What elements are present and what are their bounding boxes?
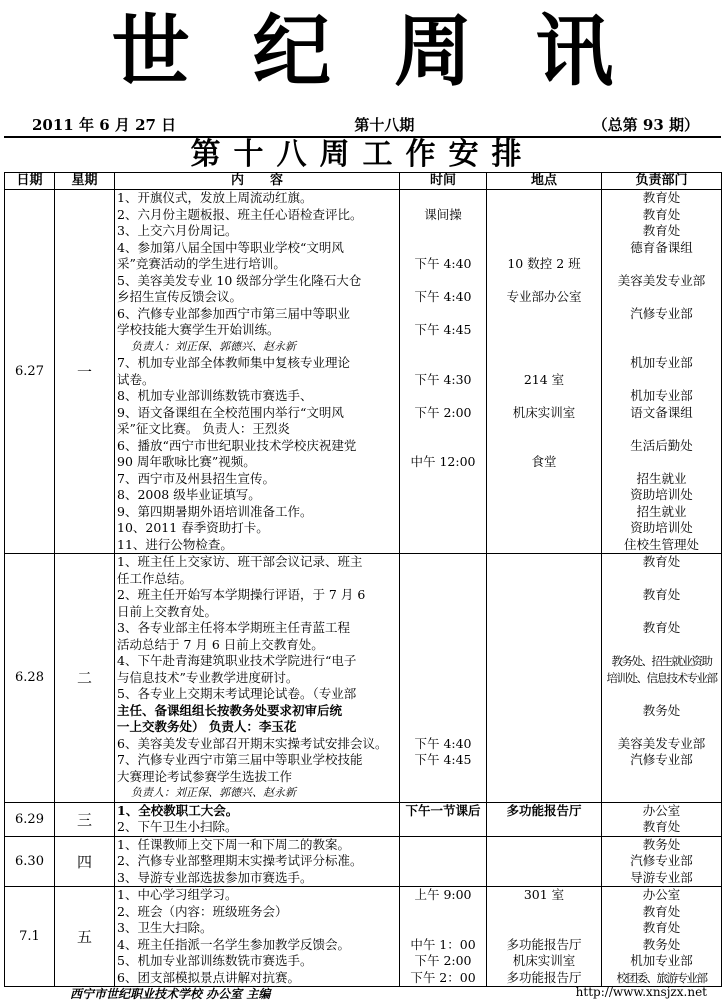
content-cell-line: 2、汽修专业部整理期末实操考试评分标准。 bbox=[117, 853, 363, 868]
dept-cell-line: 资助培训处 bbox=[630, 520, 693, 535]
place-cell-line bbox=[489, 920, 599, 937]
content-cell-line: 5、机加专业部训练数铣市赛选手。 bbox=[117, 953, 313, 968]
dept-cell-line: 德育备课组 bbox=[630, 239, 693, 255]
time-cell-line bbox=[402, 537, 484, 554]
time-cell-line bbox=[402, 604, 484, 621]
masthead bbox=[0, 4, 725, 100]
place-cell-line bbox=[489, 537, 599, 554]
footer-url: http://www.xnsjzx.net bbox=[575, 985, 707, 999]
row-date: 6.27 bbox=[5, 190, 55, 554]
issue-date: 2011 年 6 月 27 日 bbox=[32, 116, 177, 134]
place-cell-line: 食堂 bbox=[531, 454, 557, 469]
dept-cell-line bbox=[604, 769, 719, 786]
content-cell-line: 7、西宁市及州县招生宣传。 bbox=[117, 470, 275, 486]
dept-cell-line bbox=[604, 571, 719, 588]
time-cell-line bbox=[402, 703, 484, 720]
dept-cell-line bbox=[604, 256, 719, 273]
time-cell-line bbox=[402, 653, 484, 670]
place-cell-line: 多功能报告厅 bbox=[506, 936, 582, 952]
dept-cell-line: 汽修专业部 bbox=[630, 305, 693, 321]
header-time: 时间 bbox=[400, 173, 487, 190]
place-cell-line bbox=[489, 223, 599, 240]
place-cell-line bbox=[489, 421, 599, 438]
time-cell-line: 下午一节课后 bbox=[405, 802, 481, 818]
dept-cell-line: 培训处、信息技术专业部 bbox=[606, 670, 717, 685]
place-cell-line: 多功能报告厅 bbox=[506, 802, 582, 818]
dept-cell-line: 住校生管理处 bbox=[623, 536, 699, 552]
row-date: 6.29 bbox=[5, 802, 55, 836]
time-cell-line: 下午 2：00 bbox=[410, 969, 476, 985]
header-content: 内 容 bbox=[115, 173, 400, 190]
place-cell-line bbox=[489, 703, 599, 720]
footer-publisher: 西宁市世纪职业技术学校 办公室 主编 bbox=[70, 987, 271, 1001]
content-cell-line: 采”竞赛活动的学生进行培训。 bbox=[117, 256, 286, 271]
page-title: 第十八周工作安排 bbox=[190, 137, 535, 172]
dept-cell-line: 校团委、旅游专业部 bbox=[616, 970, 707, 985]
dept-cell-line: 机加专业部 bbox=[630, 388, 693, 403]
content-cell-line: 与信息技术”专业教学进度研讨。 bbox=[117, 669, 299, 685]
time-cell-line bbox=[402, 273, 484, 290]
content-cell-line: 3、各专业部主任将本学期班主任青蓝工程 bbox=[117, 620, 350, 635]
dept-cell-line bbox=[604, 421, 719, 438]
dept-cell-line: 汽修专业部 bbox=[630, 853, 693, 868]
dept-cell-line: 美容美发专业部 bbox=[617, 272, 706, 288]
dept-cell-line bbox=[604, 604, 719, 621]
place-cell-line: 301 室 bbox=[523, 887, 565, 902]
place-cell-line bbox=[489, 355, 599, 372]
dept-cell-line: 教务处 bbox=[642, 836, 681, 852]
time-cell-line bbox=[402, 837, 484, 854]
time-cell-line: 下午 4:40 bbox=[414, 256, 472, 271]
place-cell-line bbox=[489, 207, 599, 224]
place-cell bbox=[487, 887, 602, 987]
content-cell-line: 2、六月份主题板报、班主任心语检查评比。 bbox=[117, 206, 363, 222]
dept-cell-line: 教育处 bbox=[642, 554, 681, 569]
time-cell-line bbox=[402, 388, 484, 405]
time-cell-line bbox=[402, 719, 484, 736]
place-cell-line bbox=[489, 388, 599, 405]
dept-cell-line: 机加专业部 bbox=[630, 355, 693, 370]
content-cell-line: 10、2011 春季资助打卡。 bbox=[117, 520, 269, 535]
schedule-body bbox=[5, 190, 722, 987]
dept-cell-line bbox=[604, 686, 719, 703]
header-day: 星期 bbox=[55, 173, 115, 190]
time-cell-line bbox=[402, 686, 484, 703]
place-cell-line bbox=[489, 637, 599, 654]
time-cell-line bbox=[402, 620, 484, 637]
dept-cell-line: 教务处、招生就业资助 bbox=[611, 654, 712, 668]
dept-cell-line: 美容美发专业部 bbox=[617, 735, 706, 751]
place-cell-line: 214 室 bbox=[523, 371, 565, 387]
header-dept: 负责部门 bbox=[602, 173, 722, 190]
content-cell-line: 3、上交六月份周记。 bbox=[117, 223, 238, 238]
table-row bbox=[5, 802, 722, 836]
content-cell-line: 90 周年歌咏比赛”视频。 bbox=[117, 454, 256, 469]
place-cell-line bbox=[489, 870, 599, 887]
content-cell-line: 5、美容美发专业 10 级部分学生化隆石大仓 bbox=[117, 272, 362, 288]
place-cell-line bbox=[489, 719, 599, 736]
table-row bbox=[5, 190, 722, 554]
dept-cell-line: 办公室 bbox=[642, 802, 681, 818]
time-cell-line bbox=[402, 853, 484, 870]
content-cell-line: 4、下午赴青海建筑职业技术学院进行“电子 bbox=[117, 653, 357, 668]
dept-cell-line bbox=[604, 719, 719, 736]
dept-cell-line bbox=[604, 322, 719, 339]
masthead-char: 世 bbox=[111, 6, 190, 97]
place-cell-line bbox=[489, 520, 599, 537]
time-cell-line bbox=[402, 520, 484, 537]
content-cell bbox=[115, 802, 400, 836]
dept-cell-line: 教务处 bbox=[642, 936, 681, 952]
content-cell-line: 活动总结于 7 月 6 日前上交教育处。 bbox=[117, 636, 324, 652]
time-cell-line: 中午 1：00 bbox=[410, 936, 476, 952]
place-cell-line bbox=[489, 686, 599, 703]
place-cell-line bbox=[489, 853, 599, 870]
table-row bbox=[5, 887, 722, 987]
dept-cell-line: 机加专业部 bbox=[630, 953, 693, 968]
content-cell-line: 试卷。 bbox=[117, 371, 155, 387]
time-cell-line bbox=[402, 670, 484, 687]
time-cell bbox=[400, 554, 487, 803]
content-cell-line: 6、汽修专业部参加西宁市第三届中等职业 bbox=[117, 305, 350, 321]
dept-cell-line: 汽修专业部 bbox=[630, 752, 693, 767]
place-cell-line bbox=[489, 554, 599, 571]
content-cell-line: 负责人：刘正保、郭德兴、赵永新 bbox=[131, 786, 296, 799]
dept-cell-line: 导游专业部 bbox=[630, 869, 693, 885]
header-date: 日期 bbox=[5, 173, 55, 190]
issue-week: 第十八期 bbox=[354, 116, 415, 134]
content-cell-line: 9、语文备课组在全校范围内举行“文明风 bbox=[117, 404, 344, 420]
time-cell-line bbox=[402, 471, 484, 488]
place-cell-line bbox=[489, 904, 599, 921]
time-cell-line: 下午 4:45 bbox=[414, 322, 472, 337]
time-cell bbox=[400, 190, 487, 554]
time-cell bbox=[400, 887, 487, 987]
time-cell-line bbox=[402, 240, 484, 257]
dept-cell-line bbox=[604, 339, 719, 356]
dept-cell-line: 教育处 bbox=[642, 920, 681, 935]
place-cell-line: 机床实训室 bbox=[512, 404, 576, 420]
place-cell-line bbox=[489, 769, 599, 786]
masthead-char: 讯 bbox=[535, 6, 614, 97]
dept-cell-line: 教育处 bbox=[642, 206, 681, 222]
dept-cell-line bbox=[604, 454, 719, 471]
place-cell-line bbox=[489, 785, 599, 802]
time-cell-line: 课间操 bbox=[424, 206, 462, 222]
dept-cell-line: 生活后勤处 bbox=[630, 437, 693, 453]
dept-cell bbox=[602, 836, 722, 887]
dept-cell-line: 教育处 bbox=[642, 620, 681, 635]
table-row bbox=[5, 554, 722, 803]
content-cell-line: 负责人：刘正保、郭德兴、赵永新 bbox=[131, 339, 296, 353]
place-cell-line bbox=[489, 306, 599, 323]
place-cell-line bbox=[489, 653, 599, 670]
time-cell-line: 上午 9:00 bbox=[414, 887, 472, 902]
content-cell-line: 1、开旗仪式，发放上周流动红旗。 bbox=[117, 190, 313, 205]
place-cell-line bbox=[489, 736, 599, 753]
row-day: 三 bbox=[55, 802, 115, 836]
content-cell-line: 采”征文比赛。 负责人：王烈炎 bbox=[117, 421, 290, 436]
content-cell-line: 1、中心学习组学习。 bbox=[117, 887, 238, 902]
place-cell-line bbox=[489, 504, 599, 521]
place-cell bbox=[487, 802, 602, 836]
content-cell-line: 日前上交教育处。 bbox=[117, 603, 218, 619]
content-cell-line: 2、班会（内容：班级班务会） bbox=[117, 903, 288, 919]
masthead-char: 纪 bbox=[252, 6, 331, 97]
time-cell-line: 下午 4:30 bbox=[414, 371, 472, 387]
row-day: 一 bbox=[55, 190, 115, 554]
row-day: 二 bbox=[55, 554, 115, 803]
time-cell-line bbox=[402, 819, 484, 836]
table-row bbox=[5, 836, 722, 887]
time-cell-line: 下午 4:45 bbox=[414, 752, 472, 767]
footer bbox=[0, 985, 725, 1001]
time-cell-line bbox=[402, 421, 484, 438]
row-day: 五 bbox=[55, 887, 115, 987]
row-day: 四 bbox=[55, 836, 115, 887]
time-cell-line bbox=[402, 554, 484, 571]
dept-cell bbox=[602, 554, 722, 803]
dept-cell-line: 教务处 bbox=[642, 702, 681, 718]
content-cell-line: 4、班主任指派一名学生参加教学反馈会。 bbox=[117, 936, 350, 952]
dept-cell-line: 教育处 bbox=[642, 903, 681, 919]
masthead-char: 周 bbox=[394, 6, 473, 97]
content-cell bbox=[115, 887, 400, 987]
content-cell bbox=[115, 190, 400, 554]
time-cell-line: 下午 4:40 bbox=[414, 735, 472, 751]
place-cell-line: 10 数控 2 班 bbox=[507, 256, 581, 271]
content-cell-line: 5、各专业上交期末考试理论试卷。（专业部 bbox=[117, 686, 357, 701]
place-cell-line bbox=[489, 752, 599, 769]
time-cell-line bbox=[402, 504, 484, 521]
dept-cell-line: 教育处 bbox=[642, 190, 681, 205]
place-cell-line bbox=[489, 273, 599, 290]
issue-total: （总第 93 期） bbox=[592, 116, 699, 134]
row-date: 6.28 bbox=[5, 554, 55, 803]
header-place: 地点 bbox=[487, 173, 602, 190]
place-cell-line: 机床实训室 bbox=[512, 953, 576, 968]
content-cell bbox=[115, 554, 400, 803]
time-cell-line bbox=[402, 769, 484, 786]
dept-cell-line: 语文备课组 bbox=[630, 404, 693, 420]
content-cell-line: 6、团支部模拟景点讲解对抗赛。 bbox=[117, 969, 300, 985]
dept-cell-line: 教育处 bbox=[642, 587, 681, 602]
place-cell-line bbox=[489, 571, 599, 588]
content-cell-line: 6、播放“西宁市世纪职业技术学校庆祝建党 bbox=[117, 437, 357, 453]
place-cell-line bbox=[489, 819, 599, 836]
content-cell-line: 2、班主任开始写本学期操行评语，于 7 月 6 bbox=[117, 587, 366, 602]
place-cell-line bbox=[489, 587, 599, 604]
time-cell-line bbox=[402, 355, 484, 372]
table-header-row bbox=[5, 173, 722, 190]
dept-cell-line bbox=[604, 637, 719, 654]
time-cell-line bbox=[402, 438, 484, 455]
content-cell-line: 8、机加专业部训练数铣市赛选手、 bbox=[117, 388, 313, 403]
time-cell-line bbox=[402, 339, 484, 356]
time-cell-line bbox=[402, 637, 484, 654]
place-cell-line bbox=[489, 240, 599, 257]
place-cell-line bbox=[489, 670, 599, 687]
content-cell-line: 6、美容美发专业部召开期末实操考试安排会议。 bbox=[117, 735, 388, 751]
time-cell-line bbox=[402, 920, 484, 937]
time-cell-line bbox=[402, 904, 484, 921]
dept-cell-line bbox=[604, 289, 719, 306]
dept-cell-line bbox=[604, 785, 719, 802]
time-cell-line bbox=[402, 487, 484, 504]
place-cell-line bbox=[489, 339, 599, 356]
dept-cell-line bbox=[604, 372, 719, 389]
dept-cell-line: 招生就业 bbox=[636, 470, 687, 486]
place-cell-line bbox=[489, 438, 599, 455]
place-cell-line: 多功能报告厅 bbox=[506, 969, 582, 985]
row-date: 6.30 bbox=[5, 836, 55, 887]
issue-line bbox=[32, 115, 699, 135]
content-cell-line: 主任、备课组组长按教务处要求初审后统 bbox=[117, 702, 343, 718]
time-cell-line bbox=[402, 870, 484, 887]
time-cell-line bbox=[402, 223, 484, 240]
schedule-table bbox=[4, 172, 722, 987]
place-cell-line bbox=[489, 322, 599, 339]
place-cell-line bbox=[489, 487, 599, 504]
dept-cell-line: 教育处 bbox=[642, 819, 681, 834]
dept-cell-line: 招生就业 bbox=[636, 503, 687, 519]
time-cell-line bbox=[402, 190, 484, 207]
place-cell-line bbox=[489, 604, 599, 621]
content-cell-line: 4、参加第八届全国中等职业学校“文明风 bbox=[117, 239, 344, 255]
content-cell-line: 3、卫生大扫除。 bbox=[117, 920, 213, 935]
dept-cell bbox=[602, 887, 722, 987]
time-cell-line: 下午 2:00 bbox=[414, 404, 472, 420]
place-cell-line bbox=[489, 837, 599, 854]
row-date: 7.1 bbox=[5, 887, 55, 987]
time-cell-line: 下午 4:40 bbox=[414, 289, 472, 304]
time-cell-line: 中午 12:00 bbox=[410, 454, 476, 469]
dept-cell-line: 资助培训处 bbox=[630, 487, 693, 502]
content-cell-line: 9、第四期暑期外语培训准备工作。 bbox=[117, 503, 313, 519]
dept-cell bbox=[602, 802, 722, 836]
content-cell-line: 11、进行公物检查。 bbox=[117, 536, 233, 552]
dept-cell-line: 办公室 bbox=[642, 887, 681, 902]
content-cell-line: 1、班主任上交家访、班干部会议记录、班主 bbox=[117, 554, 363, 569]
place-cell-line bbox=[489, 190, 599, 207]
time-cell-line bbox=[402, 571, 484, 588]
dept-cell-line: 教育处 bbox=[642, 223, 681, 238]
time-cell bbox=[400, 802, 487, 836]
content-cell-line: 8、2008 级毕业证填写。 bbox=[117, 487, 261, 502]
place-cell bbox=[487, 190, 602, 554]
content-cell-line: 学校技能大赛学生开始训练。 bbox=[117, 322, 280, 337]
time-cell bbox=[400, 836, 487, 887]
content-cell-line: 7、汽修专业西宁市第三届中等职业学校技能 bbox=[117, 752, 363, 767]
content-cell-line: 7、机加专业部全体教师集中复核专业理论 bbox=[117, 355, 350, 370]
content-cell-line: 一上交教务处） 负责人：李玉花 bbox=[117, 719, 297, 734]
time-cell-line bbox=[402, 306, 484, 323]
time-cell-line bbox=[402, 587, 484, 604]
content-cell-line: 乡招生宣传反馈会议。 bbox=[117, 289, 243, 304]
time-cell-line: 下午 2:00 bbox=[414, 953, 472, 968]
place-cell-line bbox=[489, 471, 599, 488]
dept-cell bbox=[602, 190, 722, 554]
content-cell-line: 大赛理论考试参赛学生选拔工作 bbox=[117, 768, 293, 784]
place-cell-line bbox=[489, 620, 599, 637]
content-cell-line: 2、下午卫生小扫除。 bbox=[117, 819, 238, 834]
content-cell-line: 1、任课教师上交下周一和下周二的教案。 bbox=[117, 836, 350, 852]
time-cell-line bbox=[402, 785, 484, 802]
place-cell bbox=[487, 836, 602, 887]
place-cell bbox=[487, 554, 602, 803]
content-cell-line: 3、导游专业部选拔参加市赛选手。 bbox=[117, 869, 313, 885]
content-cell bbox=[115, 836, 400, 887]
content-cell-line: 任工作总结。 bbox=[117, 570, 193, 586]
place-cell-line: 专业部办公室 bbox=[506, 289, 582, 304]
content-cell-line: 1、全校教职工大会。 bbox=[117, 802, 239, 818]
